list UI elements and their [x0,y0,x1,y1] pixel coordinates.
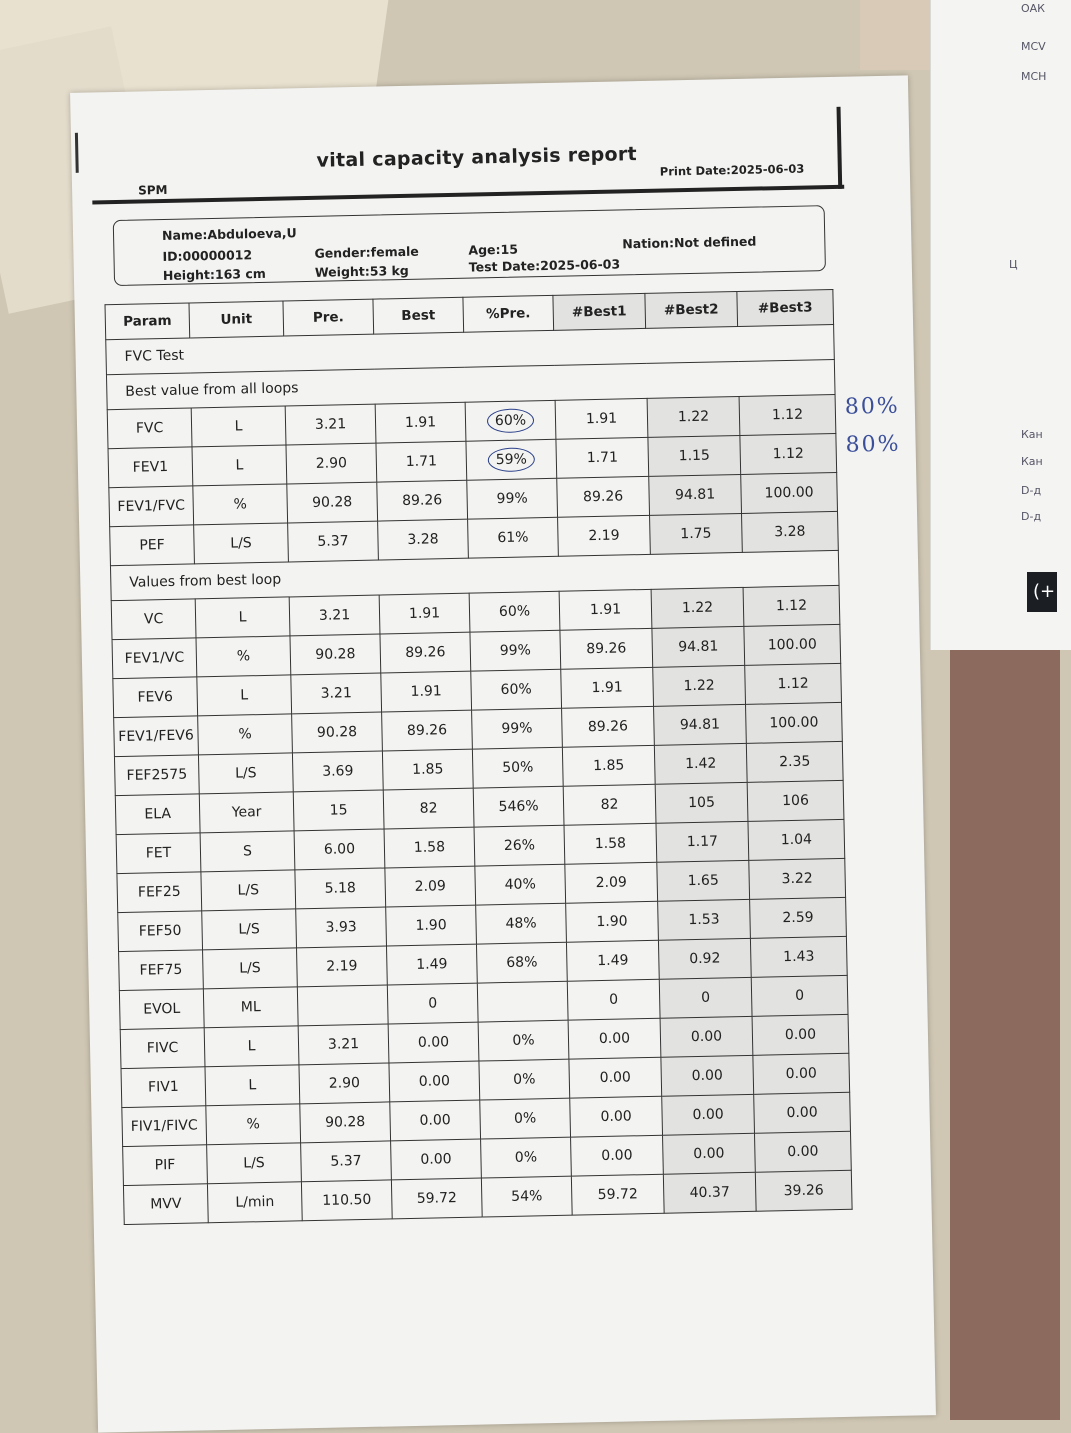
side-text: D-д [1021,510,1042,523]
cell-value: 1.17 [656,821,749,862]
cell-value: 1.71 [556,437,649,478]
column-header: Best [373,297,464,334]
cell-value: 1.12 [739,394,836,435]
cell-value: 94.81 [652,626,745,667]
cell-value: 0% [478,1020,569,1061]
cell-value: 1.85 [562,745,655,786]
cell-value: 3.21 [298,1024,389,1065]
cell-value: 0.00 [391,1139,482,1180]
cell-value: 39.26 [755,1170,852,1211]
cell-value: S [200,831,295,872]
patient-nation: Nation:Not defined [622,233,757,252]
cell-value: 2.59 [750,897,847,938]
cell-value [466,439,557,480]
cell-value: 61% [468,517,559,558]
test-date: Test Date:2025-06-03 [468,256,621,275]
param-name: PIF [123,1145,208,1186]
cell-value: 5.37 [288,521,379,562]
cell-value: 90.28 [300,1102,391,1143]
cell-value: 1.75 [650,513,743,554]
cell-value: 1.91 [381,671,472,712]
cell-value: 40.37 [663,1172,756,1213]
cell-value: 2.19 [297,946,388,987]
cell-value: L [197,675,292,716]
side-text: MCH [1021,70,1047,83]
param-name: PEF [110,525,195,566]
cell-value: 0.00 [660,1016,753,1057]
cell-value: L/S [207,1143,302,1184]
cell-value: 1.22 [647,396,740,437]
cell-value: 0.00 [754,1131,851,1172]
side-text: D-д [1021,484,1042,497]
param-name: ELA [115,794,200,835]
cell-value: 1.65 [657,860,750,901]
cell-value: 3.93 [296,907,387,948]
cell-value: 1.15 [648,435,741,476]
cell-value: 0 [387,983,478,1024]
cell-value: 3.28 [742,511,839,552]
cell-value: 99% [470,630,561,671]
cell-value: 60% [471,669,562,710]
cell-value: Year [199,792,294,833]
cell-value: 0.00 [662,1094,755,1135]
cell-value: L [204,1026,299,1067]
handwritten-note: 80% [844,393,900,420]
cell-value: 3.28 [378,519,469,560]
circled-value: 59% [488,447,536,472]
cell-value: L [205,1065,300,1106]
column-header: Unit [189,301,284,338]
spirometry-table [104,289,852,1225]
param-name: FIV1 [121,1067,206,1108]
cell-value: 89.26 [562,706,655,747]
cell-value: 3.21 [285,404,376,445]
cell-value: 0.00 [754,1092,851,1133]
cell-value: 0.00 [752,1014,849,1055]
param-name: FEV1/FVC [109,486,194,527]
side-document [930,0,1071,650]
cell-value: 1.91 [379,593,470,634]
side-text: Кан [1021,428,1043,441]
cell-value: L/S [201,870,296,911]
cell-value: 100.00 [744,624,841,665]
param-name: FEV1 [108,447,193,488]
cell-value: 1.90 [566,901,659,942]
cell-value: 0% [480,1098,571,1139]
cell-value: 1.49 [386,944,477,985]
cell-value: 2.90 [286,443,377,484]
cell-value: 0.00 [570,1096,663,1137]
param-name: FIVC [120,1028,205,1069]
cell-value: 89.26 [557,476,650,517]
cell-value: L/S [203,948,298,989]
cell-value: 99% [472,708,563,749]
cell-value: 1.53 [658,899,751,940]
cell-value: 40% [475,864,566,905]
cell-value: L/min [207,1182,302,1223]
cell-value: 0.00 [661,1055,754,1096]
cell-value: 54% [481,1176,572,1217]
column-header: Pre. [283,299,374,336]
cell-value: 1.58 [564,823,657,864]
cell-value: 1.58 [384,827,475,868]
param-name: FEV1/FEV6 [114,716,199,757]
param-name: MVV [123,1184,208,1225]
cell-value: 0% [481,1137,572,1178]
cell-value: 0 [567,979,660,1020]
cell-value: 1.91 [561,667,654,708]
cell-value: 3.69 [292,751,383,792]
cell-value: 0.00 [663,1133,756,1174]
cell-value: 0.00 [568,1018,661,1059]
section-label: Values from best loop [110,550,839,600]
cell-value: 0.92 [658,938,751,979]
print-date: Print Date:2025-06-03 [659,161,805,179]
cell-value: 82 [563,784,656,825]
param-name: FEV6 [113,677,198,718]
margin-mark [75,133,79,173]
cell-value [477,981,568,1022]
cell-value: 1.91 [375,402,466,443]
cell-value: L/S [194,523,289,564]
cell-value: 2.09 [565,862,658,903]
cell-value: 90.28 [287,482,378,523]
cell-value: 1.71 [376,441,467,482]
cell-value: 0.00 [569,1057,662,1098]
add-button[interactable]: (+ [1027,572,1057,612]
param-name: FVC [107,408,192,449]
cell-value: 68% [476,942,567,983]
cell-value: 1.22 [651,587,744,628]
section-label: FVC Test [106,324,835,374]
param-name: FEF50 [118,911,203,952]
cell-value: 1.90 [386,905,477,946]
param-name: VC [111,599,196,640]
patient-info [113,205,826,286]
patient-height: Height:163 cm [162,265,266,284]
cell-value: % [198,714,293,755]
cell-value: 89.26 [380,632,471,673]
param-name: FEV1/VC [112,638,197,679]
param-name: FEF25 [117,872,202,913]
cell-value: 0% [479,1059,570,1100]
patient-name: Name:Abduloeva,U [161,225,297,244]
cell-value: % [206,1104,301,1145]
cell-value: 89.26 [377,480,468,521]
cell-value: 1.91 [559,589,652,630]
cell-value: 1.85 [382,749,473,790]
cell-value: 105 [655,782,748,823]
cell-value: 1.91 [555,398,648,439]
cell-value: 1.04 [748,819,845,860]
cell-value: 60% [469,591,560,632]
cell-value: % [193,484,288,525]
cell-value: 1.49 [566,940,659,981]
cell-value: 3.21 [291,673,382,714]
column-header: %Pre. [463,295,554,332]
cell-value: 2.90 [299,1063,390,1104]
cell-value: L [195,597,290,638]
section-label: Best value from all loops [106,359,835,409]
cell-value: 1.43 [750,936,847,977]
side-text: MCV [1021,40,1046,53]
handwritten-note: 80% [845,431,901,458]
side-text: ОАК [1021,2,1045,15]
column-header: #Best3 [737,289,834,326]
cell-value: 26% [474,825,565,866]
cell-value: L/S [202,909,297,950]
cell-value: 15 [293,790,384,831]
cell-value: 1.12 [745,663,842,704]
patient-weight: Weight:53 kg [314,262,409,280]
cell-value: 48% [476,903,567,944]
header-divider [837,107,843,189]
cell-value: L [192,445,287,486]
cell-value: 0.00 [753,1053,850,1094]
cell-value: L [191,406,286,447]
cell-value: 0.00 [390,1100,481,1141]
circled-value: 60% [487,408,535,433]
side-text: Кан [1021,455,1043,468]
cell-value: 2.09 [385,866,476,907]
cell-value: 2.19 [558,515,651,556]
background-table-surface [950,640,1060,1420]
cell-value: 546% [473,786,564,827]
cell-value: ML [203,987,298,1028]
cell-value: L/S [198,753,293,794]
brand-label: SPM [137,182,168,198]
cell-value: 90.28 [290,634,381,675]
cell-value: 94.81 [654,704,747,745]
cell-value: 0 [751,975,848,1016]
param-name: EVOL [119,989,204,1030]
cell-value [297,985,388,1026]
report-title: vital capacity analysis report [316,143,638,172]
cell-value: 110.50 [301,1180,392,1221]
cell-value: 2.35 [746,741,843,782]
cell-value: 1.12 [740,433,837,474]
cell-value: 90.28 [292,712,383,753]
column-header: #Best2 [645,292,738,329]
cell-value: 94.81 [649,474,742,515]
cell-value: 50% [472,747,563,788]
cell-value: 89.26 [382,710,473,751]
param-name: FET [116,833,201,874]
cell-value: 0 [659,977,752,1018]
column-header: Param [105,303,190,340]
cell-value: 59.72 [391,1178,482,1219]
cell-value: 1.42 [654,743,747,784]
cell-value: 6.00 [294,829,385,870]
cell-value: 5.37 [301,1141,392,1182]
param-name: FEF75 [119,950,204,991]
cell-value: 1.22 [653,665,746,706]
cell-value: 1.12 [743,585,840,626]
param-name: FEF2575 [114,755,199,796]
cell-value: 89.26 [560,628,653,669]
cell-value: 3.22 [749,858,846,899]
param-name: FIV1/FIVC [122,1106,207,1147]
report-sheet [70,75,936,1432]
side-text: Ц [1009,258,1018,271]
cell-value: 0.00 [389,1061,480,1102]
cell-value: 5.18 [295,868,386,909]
cell-value: 100.00 [741,472,838,513]
patient-age: Age:15 [468,241,519,258]
cell-value: 106 [747,780,844,821]
cell-value: 100.00 [746,702,843,743]
cell-value: 3.21 [289,595,380,636]
cell-value: 99% [467,478,558,519]
patient-gender: Gender:female [314,243,419,261]
cell-value: 0.00 [388,1022,479,1063]
column-header: #Best1 [553,293,646,330]
cell-value: 59.72 [571,1174,664,1215]
cell-value: 0.00 [571,1135,664,1176]
patient-id: ID:00000012 [162,247,253,265]
cell-value: 82 [383,788,474,829]
cell-value: % [196,636,291,677]
cell-value [465,400,556,441]
header-divider [92,182,844,205]
